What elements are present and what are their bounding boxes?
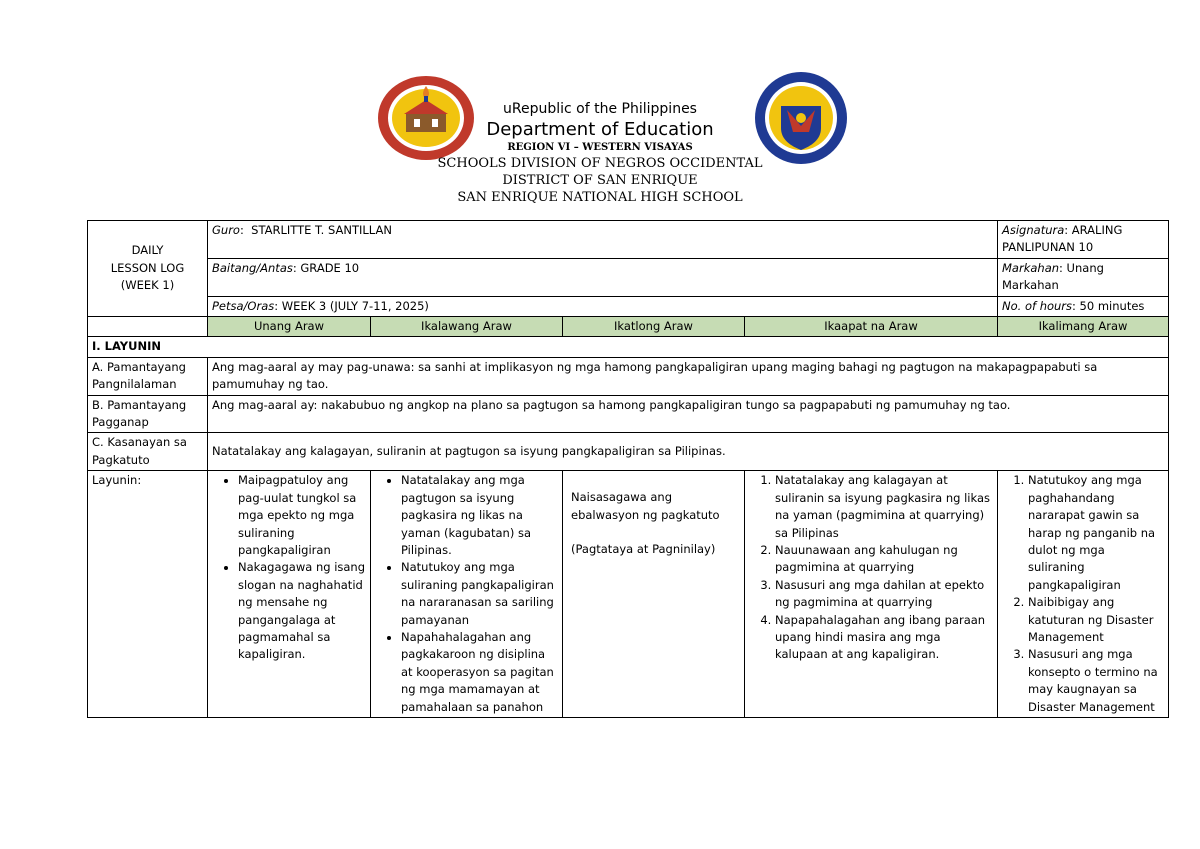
row-pamantayang-pagganap [88,395,1169,433]
daily-lesson-log-table [87,220,1169,718]
layunin-heading: I. LAYUNIN [88,337,1169,357]
department-line: Department of Education [486,119,714,140]
day-header-3: Ikatlong Araw [563,317,745,337]
asignatura-cell [998,221,1169,259]
objectives-day1 [208,471,371,718]
baitang-label: Baitang/Antas [212,260,293,275]
objectives-day5 [998,471,1169,718]
dll-title-cell [88,221,208,317]
b-label: B. Pamantayang Pagganap [88,395,208,433]
division-line: SCHOOLS DIVISION OF NEGROS OCCIDENTAL [437,156,763,171]
markahan-value: : Unang Markahan [1002,260,1104,293]
list-item: • Napahahalagahan ang pagkakaroon ng disiplina at kooperasyon sa pagitan ng mga mamamayan at pamahalaan sa panahon [401,629,558,716]
layunin-heading-row [88,337,1169,357]
day-header-4: Ikaapat na Araw [745,317,998,337]
info-row-baitang [88,258,1169,296]
hours-value: : 50 minutes [1072,298,1145,313]
baitang-cell [208,258,998,296]
day-header-row [88,317,1169,337]
b-text: Ang mag-aaral ay: nakabubuo ng angkop na plano sa pagtugon sa hamong pangkapaligiran tungo sa pagpapabuti ng pamumuhay ng tao. [208,395,1169,433]
guro-label: Guro [212,223,240,237]
markahan-label: Markahan [1002,260,1060,275]
objectives-label: Layunin: [88,471,208,718]
petsa-label: Petsa/Oras [212,298,275,313]
district-line: DISTRICT OF SAN ENRIQUE [502,173,698,188]
hours-cell [998,296,1169,316]
dll-title: DAILY LESSON LOG [110,243,185,275]
region-line: REGION VI – WESTERN VISAYAS [507,142,693,153]
dll-week: (WEEK 1) [120,278,175,293]
objectives-day3 [563,471,745,718]
list-item: 2. Nauunawaan ang kahulugan ng pagmimina at quarrying [775,542,993,577]
republic-line: uRepublic of the Philippines [503,101,697,117]
markahan-cell [998,258,1169,296]
day-header-empty [88,317,208,337]
row-pamantayang-pangnilalaman [88,357,1169,395]
objectives-day4 [745,471,998,718]
a-label: A. Pamantayang Pangnilalaman [88,357,208,395]
document-header [0,0,1200,215]
info-row-guro [88,221,1169,259]
petsa-value: : WEEK 3 (JULY 7-11, 2025) [274,298,429,313]
day-header-1: Unang Araw [208,317,371,337]
list-item: 1. Natutukoy ang mga paghahandang nararapat gawin sa harap ng panganib na dulot ng mga suliraning pangkapaligiran [1028,472,1164,594]
objectives-day2 [371,471,563,718]
c-text: Natatalakay ang kalagayan, suliranin at pagtugon sa isyung pangkapaligiran sa Pilipinas. [208,433,1169,471]
hours-label: No. of hours [1002,298,1073,313]
list-item: • Maipagpatuloy ang pag-uulat tungkol sa mga epekto ng mga suliraning pangkapaligiran [238,472,366,559]
day3-line2: (Pagtataya at Pagninilay) [571,542,716,557]
day-header-5: Ikalimang Araw [998,317,1169,337]
petsa-cell [208,296,998,316]
c-label: C. Kasanayan sa Pagkatuto [88,433,208,471]
baitang-value: : GRADE 10 [292,260,360,275]
guro-value: STARLITTE T. SANTILLAN [251,223,392,237]
guro-cell: Guro: STARLITTE T. SANTILLAN [208,221,998,259]
deped-seal-icon [751,70,851,166]
list-item: • Natatalakay ang mga pagtugon sa isyung pagkasira ng likas na yaman (kagubatan) sa Pilipinas. [401,472,558,559]
list-item: • Nakagagawa ng isang slogan na naghahatid ng mensahe ng pangangalaga at pagmamahal sa kapaligiran. [238,559,366,663]
a-text: Ang mag-aaral ay may pag-unawa: sa sanhi at implikasyon ng mga hamong pangkapaligiran upang maging bahagi ng pagtugon na makapagpapabuti sa pamumuhay ng tao. [208,357,1169,395]
list-item: 3. Nasusuri ang mga konsepto o termino na may kaugnayan sa Disaster Management [1028,646,1164,716]
day-header-2: Ikalawang Araw [371,317,563,337]
list-item: • Natutukoy ang mga suliraning pangkapaligiran na nararanasan sa sariling pamayanan [401,559,558,629]
list-item: 4. Napapahalagahan ang ibang paraan upang hindi masira ang mga kalupaan at ang kapaligiran. [775,612,993,664]
school-line: SAN ENRIQUE NATIONAL HIGH SCHOOL [457,190,743,205]
row-kasanayan [88,433,1169,471]
row-layunin [88,471,1169,718]
info-row-petsa [88,296,1169,316]
list-item: 3. Nasusuri ang mga dahilan at epekto ng pagmimina at quarrying [775,577,993,612]
list-item: 1. Natatalakay ang kalagayan at suliranin sa isyung pagkasira ng likas na yaman (pagmimina at quarrying) sa Pilipinas [775,472,993,542]
asignatura-value: : ARALING PANLIPUNAN 10 [1002,223,1123,255]
list-item: 2. Naibibigay ang katuturan ng Disaster Management [1028,594,1164,646]
day3-line1: Naisasagawa ang ebalwasyon ng pagkatuto [571,490,720,522]
asignatura-label: Asignatura [1002,223,1065,237]
